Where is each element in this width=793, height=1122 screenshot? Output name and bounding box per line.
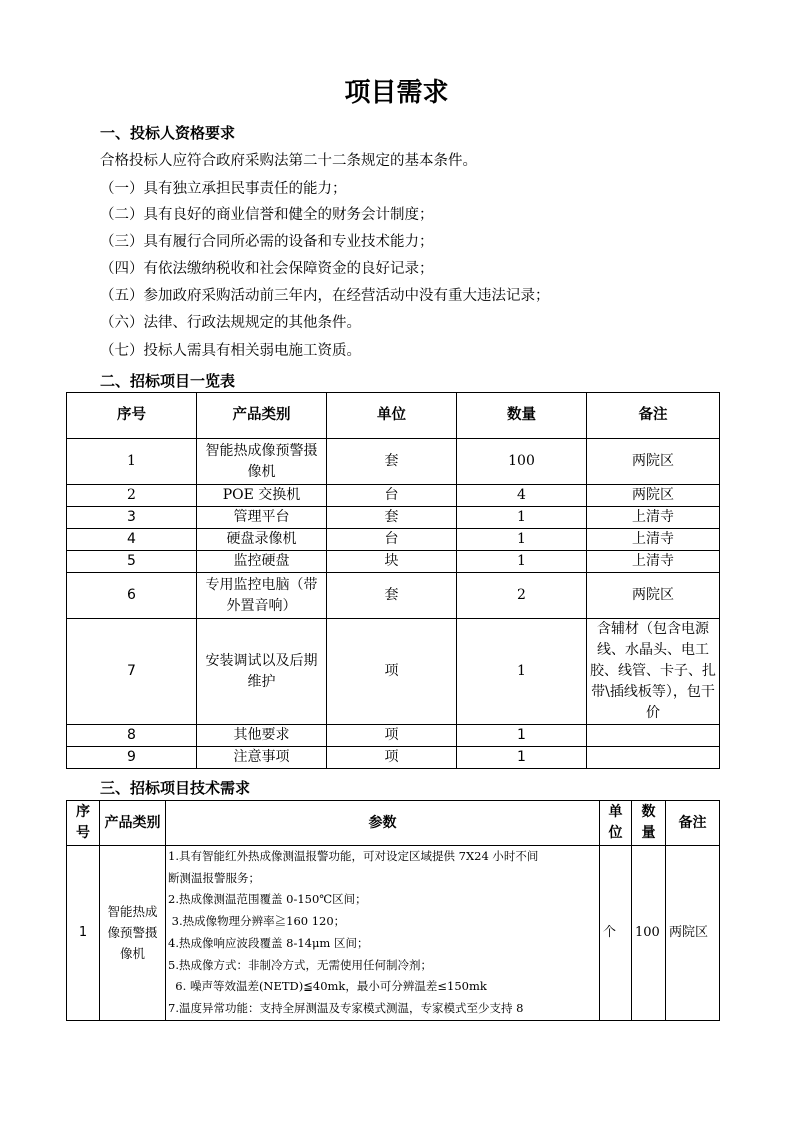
qualification-item: （五）参加政府采购活动前三年内，在经营活动中没有重大违法记录； <box>100 288 550 304</box>
cell-note: 上清寺 <box>587 551 720 573</box>
param-line: 4.热成像响应波段覆盖 8-14μm 区间； <box>168 935 369 950</box>
cell-no: 1 <box>67 439 197 485</box>
section2-heading: 二、招标项目一览表 <box>100 372 236 390</box>
cell-product: 专用监控电脑（带外置音响） <box>197 573 327 619</box>
cell-qty: 1 <box>457 507 587 529</box>
table-header-row <box>67 393 720 439</box>
column-header-qty: 数量 <box>632 801 666 846</box>
cell-no: 5 <box>67 551 197 573</box>
cell-qty: 1 <box>457 529 587 551</box>
cell-note <box>587 747 720 769</box>
cell-no: 1 <box>67 846 100 1021</box>
cell-unit: 套 <box>327 507 457 529</box>
cell-note: 两院区 <box>666 846 720 1021</box>
cell-unit: 套 <box>327 573 457 619</box>
qualification-item: （六）法律、行政法规规定的其他条件。 <box>100 315 361 331</box>
param-line: 2.热成像测温范围覆盖 0-150℃区间； <box>168 892 367 907</box>
qualification-item: （四）有依法缴纳税收和社会保障资金的良好记录； <box>100 261 434 277</box>
cell-unit: 项 <box>327 747 457 769</box>
column-header-note: 备注 <box>666 801 720 846</box>
cell-no: 8 <box>67 725 197 747</box>
cell-product: 智能热成像预警摄像机 <box>100 846 166 1021</box>
qualification-item: （三）具有履行合同所必需的设备和专业技术能力； <box>100 234 434 250</box>
param-line: 7.温度异常功能：支持全屏测温及专家模式测温，专家模式至少支持 8 <box>168 1000 524 1015</box>
cell-note: 两院区 <box>587 485 720 507</box>
page-title: 项目需求 <box>344 78 449 108</box>
qualification-item: （二）具有良好的商业信誉和健全的财务会计制度； <box>100 207 434 223</box>
cell-unit: 个 <box>600 846 632 1021</box>
cell-note: 上清寺 <box>587 529 720 551</box>
param-line: 断测温报警服务； <box>168 870 260 885</box>
cell-note: 两院区 <box>587 439 720 485</box>
cell-unit: 台 <box>327 485 457 507</box>
section1-heading: 一、投标人资格要求 <box>100 124 236 142</box>
cell-no: 9 <box>67 747 197 769</box>
cell-params <box>166 846 600 1021</box>
cell-unit: 项 <box>327 725 457 747</box>
cell-qty: 100 <box>632 846 666 1021</box>
qualification-item: （一）具有独立承担民事责任的能力； <box>100 181 347 197</box>
column-header-product: 产品类别 <box>197 393 327 439</box>
table-row <box>67 747 720 769</box>
cell-note <box>587 725 720 747</box>
cell-no: 4 <box>67 529 197 551</box>
cell-qty: 1 <box>457 619 587 725</box>
cell-qty: 1 <box>457 747 587 769</box>
cell-unit: 块 <box>327 551 457 573</box>
param-line: 3.热成像物理分辨率≧160 120； <box>168 914 346 929</box>
cell-no: 3 <box>67 507 197 529</box>
column-header-no: 序号 <box>67 393 197 439</box>
table-row <box>67 619 720 725</box>
table-header-row <box>67 801 720 846</box>
table-row <box>67 485 720 507</box>
column-header-unit: 单位 <box>600 801 632 846</box>
cell-product: POE 交换机 <box>197 485 327 507</box>
cell-qty: 4 <box>457 485 587 507</box>
cell-no: 7 <box>67 619 197 725</box>
bid-item-table <box>66 392 720 769</box>
param-line: 6. 噪声等效温差(NETD)≦40mk，最小可分辨温差≤150mk <box>168 979 487 994</box>
cell-product: 智能热成像预警摄像机 <box>197 439 327 485</box>
table-row <box>67 846 720 1021</box>
cell-product: 注意事项 <box>197 747 327 769</box>
tech-spec-table <box>66 800 720 1021</box>
cell-product: 管理平台 <box>197 507 327 529</box>
cell-qty: 2 <box>457 573 587 619</box>
table-row <box>67 529 720 551</box>
table-row <box>67 439 720 485</box>
cell-no: 2 <box>67 485 197 507</box>
column-header-unit: 单位 <box>327 393 457 439</box>
table-row <box>67 725 720 747</box>
section3-heading: 三、招标项目技术需求 <box>100 779 251 797</box>
cell-note: 两院区 <box>587 573 720 619</box>
cell-qty: 1 <box>457 725 587 747</box>
cell-no: 6 <box>67 573 197 619</box>
column-header-qty: 数量 <box>457 393 587 439</box>
column-header-note: 备注 <box>587 393 720 439</box>
table-row <box>67 551 720 573</box>
section1-intro: 合格投标人应符合政府采购法第二十二条规定的基本条件。 <box>100 153 477 169</box>
cell-unit: 项 <box>327 619 457 725</box>
cell-note: 上清寺 <box>587 507 720 529</box>
cell-note: 含辅材（包含电源线、水晶头、电工胶、线管、卡子、扎带\插线板等），包干价 <box>587 619 720 725</box>
cell-qty: 100 <box>457 439 587 485</box>
param-line: 1.具有智能红外热成像测温报警功能，可对设定区域提供 7X24 小时不间 <box>168 849 539 863</box>
cell-product: 其他要求 <box>197 725 327 747</box>
qualification-item: （七）投标人需具有相关弱电施工资质。 <box>100 343 361 359</box>
cell-product: 硬盘录像机 <box>197 529 327 551</box>
cell-product: 监控硬盘 <box>197 551 327 573</box>
column-header-product: 产品类别 <box>100 801 166 846</box>
table-row <box>67 573 720 619</box>
cell-unit: 套 <box>327 439 457 485</box>
cell-product: 安装调试以及后期维护 <box>197 619 327 725</box>
cell-unit: 台 <box>327 529 457 551</box>
column-header-no: 序号 <box>67 801 100 846</box>
column-header-params: 参数 <box>166 801 600 846</box>
param-line: 5.热成像方式：非制冷方式，无需使用任何制冷剂； <box>168 957 432 972</box>
cell-qty: 1 <box>457 551 587 573</box>
table-row <box>67 507 720 529</box>
